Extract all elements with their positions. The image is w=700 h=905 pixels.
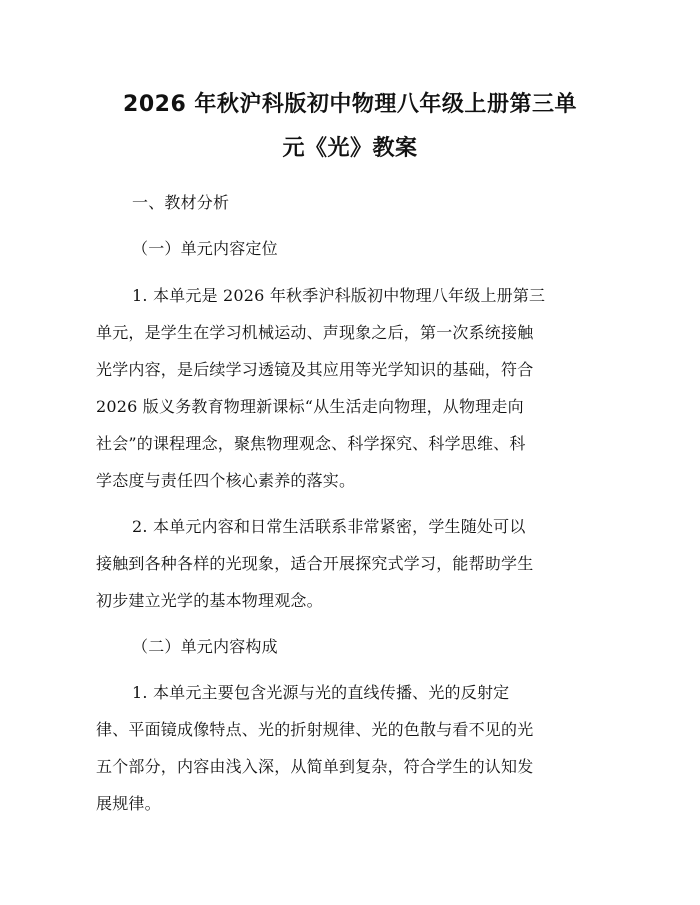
paragraph-line: 单元，是学生在学习机械运动、声现象之后，第一次系统接触	[96, 323, 534, 342]
document-title-line-1: 2026 年秋沪科版初中物理八年级上册第三单	[123, 92, 577, 117]
paragraph-line: 1. 本单元主要包含光源与光的直线传播、光的反射定	[132, 683, 510, 702]
paragraph-line: 学态度与责任四个核心素养的落实。	[96, 471, 356, 490]
paragraph-line: 1. 本单元是 2026 年秋季沪科版初中物理八年级上册第三	[132, 286, 546, 305]
document-title-line-2: 元《光》教案	[282, 136, 418, 161]
paragraph-line: 律、平面镜成像特点、光的折射规律、光的色散与看不见的光	[96, 720, 534, 739]
subsection-heading: （一）单元内容定位	[132, 239, 278, 258]
paragraph-line: 2. 本单元内容和日常生活联系非常紧密，学生随处可以	[132, 517, 526, 536]
paragraph-line: 五个部分，内容由浅入深，从简单到复杂，符合学生的认知发	[96, 757, 534, 776]
subsection-heading: （二）单元内容构成	[132, 637, 278, 656]
paragraph-line: 社会”的课程理念，聚焦物理观念、科学探究、科学思维、科	[96, 434, 526, 453]
paragraph-line: 初步建立光学的基本物理观念。	[96, 591, 323, 610]
section-heading: 一、教材分析	[132, 193, 230, 212]
paragraph-line: 展规律。	[96, 794, 161, 813]
paragraph-line: 2026 版义务教育物理新课标“从生活走向物理，从物理走向	[96, 397, 524, 416]
paragraph-line: 接触到各种各样的光现象，适合开展探究式学习，能帮助学生	[96, 554, 534, 573]
paragraph-line: 光学内容，是后续学习透镜及其应用等光学知识的基础，符合	[96, 360, 534, 379]
